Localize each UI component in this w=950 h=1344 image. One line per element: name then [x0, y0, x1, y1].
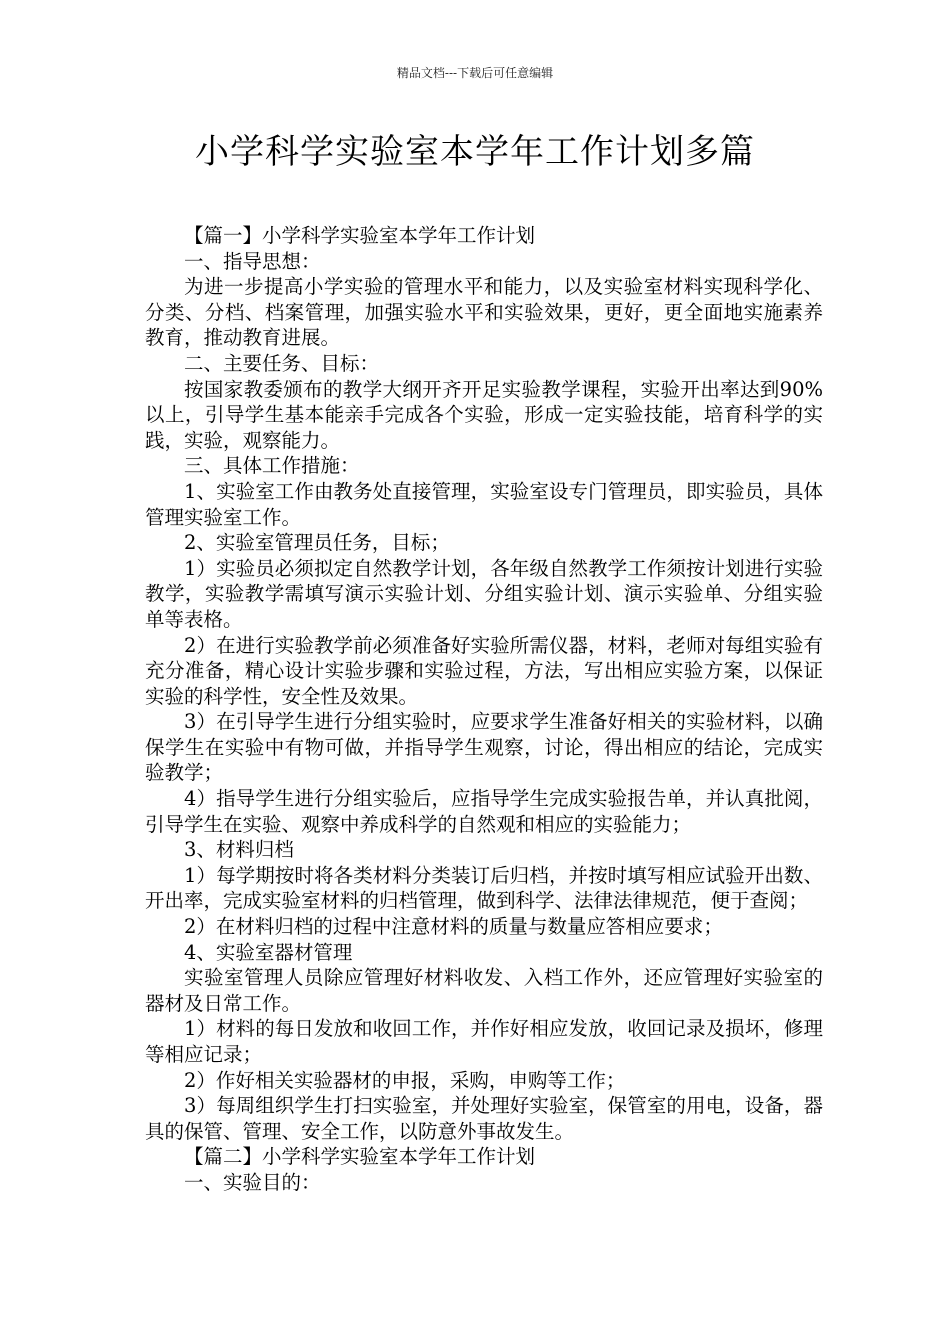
heading-equipment-management: 4、实验室器材管理 [184, 940, 353, 964]
heading-material-archiving: 3、材料归档 [184, 838, 294, 862]
section-heading-part-1: 【篇一】小学科学实验室本学年工作计划 [184, 224, 536, 247]
heading-experiment-purpose: 一、实验目的： [184, 1170, 321, 1194]
paragraph: 1）材料的每日发放和收回工作，并作好相应发放，收回记录及损坏，修理等相应记录； [145, 1017, 823, 1066]
page-header-note: 精品文档---下载后可任意编辑 [396, 66, 554, 80]
paragraph: 为进一步提高小学实验的管理水平和能力，以及实验室材料实现科学化、分类、分档、档案管理，加强实验水平和实验效果，更好，更全面地实施素养教育，推动教育进展。 [145, 275, 823, 350]
paragraph: 2、实验室管理员任务，目标； [184, 531, 450, 555]
section-heading-part-2: 【篇二】小学科学实验室本学年工作计划 [184, 1145, 536, 1169]
document-title: 小学科学实验室本学年工作计划多篇 [195, 132, 755, 172]
paragraph: 4）指导学生进行分组实验后，应指导学生完成实验报告单，并认真批阅，引导学生在实验、观察中养成科学的自然观和相应的实验能力； [145, 787, 823, 836]
paragraph: 3）每周组织学生打扫实验室，并处理好实验室，保管室的用电，设备，器具的保管、管理、安全工作，以防意外事故发生。 [145, 1094, 823, 1143]
paragraph: 3）在引导学生进行分组实验时，应要求学生准备好相关的实验材料，以确保学生在实验中有物可做，并指导学生观察，讨论，得出相应的结论，完成实验教学； [145, 710, 823, 785]
document-body [145, 223, 823, 1196]
heading-guiding-ideology: 一、指导思想： [184, 249, 321, 273]
paragraph: 2）在材料归档的过程中注意材料的质量与数量应答相应要求； [184, 915, 723, 939]
paragraph: 2）作好相关实验器材的申报，采购，申购等工作； [184, 1068, 626, 1092]
heading-specific-measures: 三、具体工作措施： [184, 454, 360, 478]
paragraph: 1）实验员必须拟定自然教学计划，各年级自然教学工作须按计划进行实验教学，实验教学需填写演示实验计划、分组实验计划、演示实验单、分组实验单等表格。 [145, 556, 823, 631]
paragraph: 1、实验室工作由教务处直接管理，实验室设专门管理员，即实验员，具体管理实验室工作。 [145, 479, 823, 529]
paragraph: 1）每学期按时将各类材料分类装订后归档，并按时填写相应试验开出数、开出率，完成实验室材料的归档管理，做到科学、法律法律规范，便于查阅； [145, 863, 823, 913]
paragraph: 2）在进行实验教学前必须准备好实验所需仪器，材料，老师对每组实验有充分准备，精心设计实验步骤和实验过程，方法，写出相应实验方案，以保证实验的科学性，安全性及效果。 [145, 633, 823, 708]
paragraph: 按国家教委颁布的教学大纲开齐开足实验教学课程，实验开出率达到90%以上，引导学生基本能亲手完成各个实验，形成一定实验技能，培育科学的实践，实验，观察能力。 [145, 377, 823, 452]
heading-main-tasks: 二、主要任务、目标： [184, 351, 380, 375]
paragraph: 实验室管理人员除应管理好材料收发、入档工作外，还应管理好实验室的器材及日常工作。 [145, 966, 823, 1015]
